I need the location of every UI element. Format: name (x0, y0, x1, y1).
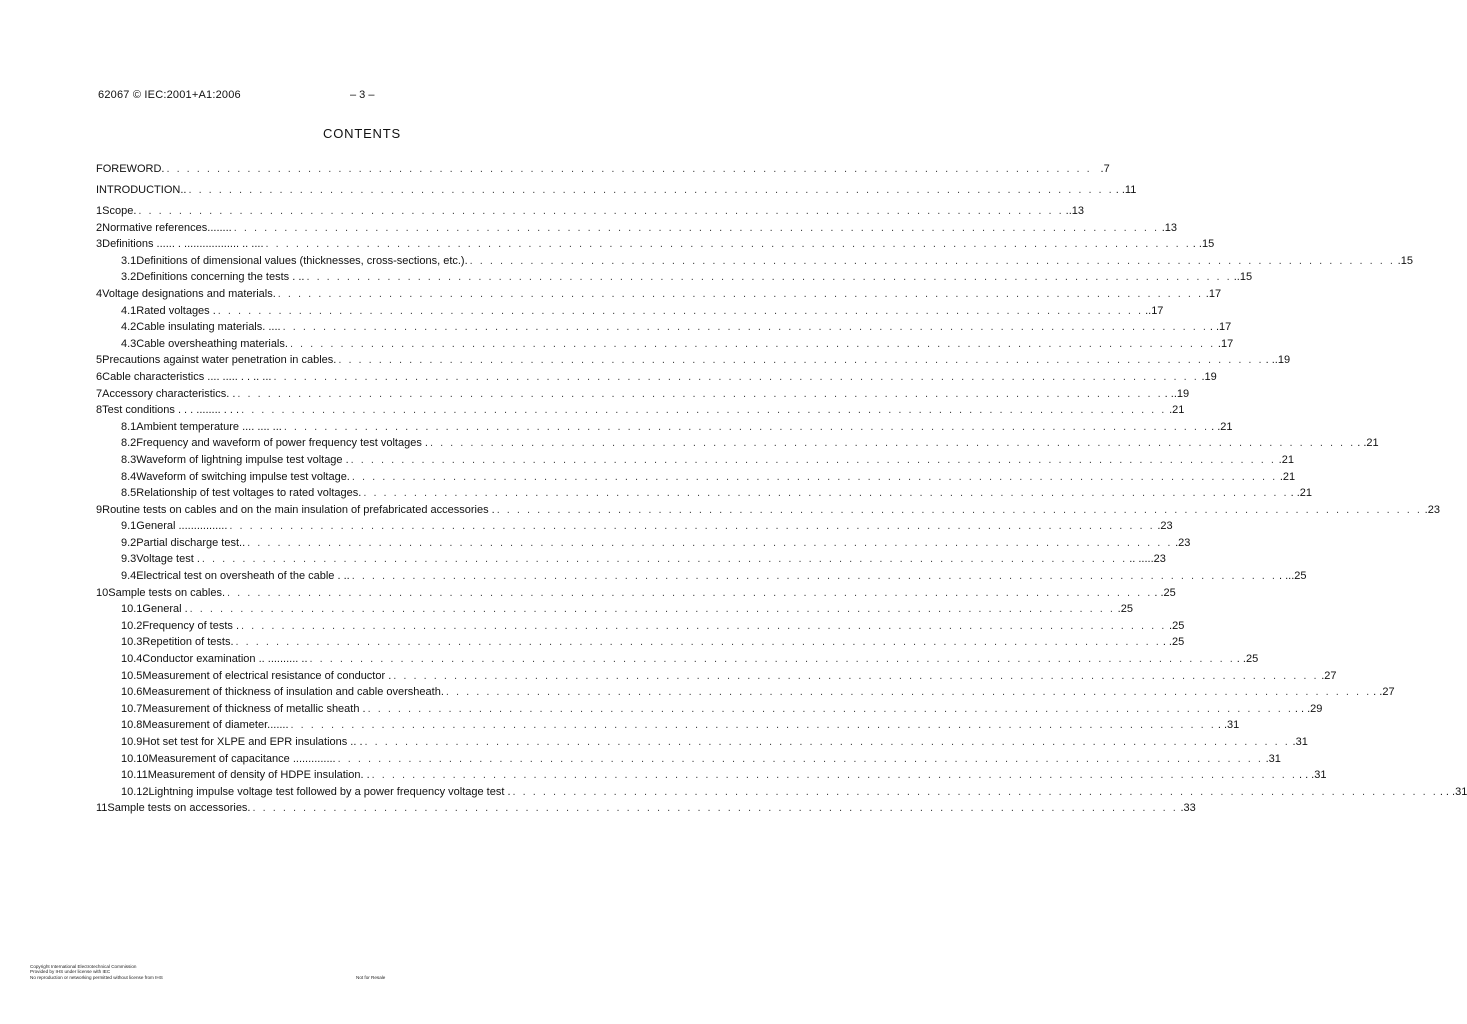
toc-entry (96, 570, 1307, 587)
toc-entry-page: . . .29 (1294, 702, 1323, 715)
toc-entry (96, 271, 1253, 288)
toc-entry-page: ..13 (1065, 205, 1085, 217)
toc-entry-title: Electrical test on oversheath of the cable . .. (136, 570, 350, 583)
toc-entry-number: 9.2 (121, 536, 137, 549)
toc-entry-title: Hot set test for XLPE and EPR insulations .. . (142, 736, 363, 748)
toc-entry-number: 10.7 (121, 702, 143, 715)
toc-leader-dots (365, 736, 1290, 748)
toc-entry-title: Measurement of thickness of metallic sheath . (142, 702, 366, 715)
toc-entry-number: 10.3 (121, 636, 143, 649)
toc-leader-dots (227, 587, 1152, 599)
toc-leader-dots (513, 786, 1438, 798)
toc-leader-dots (241, 404, 1166, 416)
toc-entry-title: General ................ (136, 520, 228, 533)
toc-entry (96, 702, 1323, 720)
toc-entry (96, 769, 1327, 786)
toc-leader-dots (310, 653, 1235, 665)
toc-entry-number: 10.6 (121, 686, 143, 699)
footer-line-3: No reproduction or networking permitted without license from IHS (30, 974, 163, 980)
toc-entry-number: 10.2 (121, 619, 143, 632)
toc-entry-page: .31 (1292, 736, 1308, 748)
toc-entry-number: 10.8 (121, 719, 143, 732)
toc-entry (96, 686, 1395, 703)
toc-leader-dots (138, 205, 1063, 217)
copyright-footer (30, 964, 163, 980)
toc-leader-dots (363, 487, 1288, 499)
toc-leader-dots (234, 222, 1159, 234)
toc-entry-title: Repetition of tests. (142, 636, 234, 649)
toc-entry-title: Voltage test . (136, 553, 200, 566)
toc-entry (96, 321, 1232, 338)
toc-entry-number: 7 (96, 387, 103, 400)
toc-entry-page: . .25 (1154, 586, 1176, 599)
toc-entry-page: .21 (1169, 404, 1185, 417)
toc-entry-page: . .25 (1162, 636, 1185, 649)
toc-entry-number: 10.10 (121, 752, 149, 765)
toc-entry-page: .23 (1175, 536, 1191, 549)
toc-entry-number: 8.2 (121, 437, 137, 450)
toc-entry (96, 669, 1337, 687)
toc-entry-title: Measurement of electrical resistance of conductor . (142, 669, 392, 682)
toc-entry-number: 10 (96, 586, 109, 599)
toc-entry-number: 4.2 (121, 321, 137, 334)
page-number: – 3 – (350, 89, 375, 101)
toc-entry-page: .13 (1161, 221, 1178, 234)
toc-entry-number: 3 (96, 238, 103, 251)
toc-entry-page: .19 (1201, 370, 1217, 383)
toc-entry-number: 8.5 (121, 487, 137, 500)
toc-entry (96, 752, 1281, 770)
toc-entry-page: . .21 (1357, 437, 1379, 450)
toc-entry-number: 4.3 (121, 337, 137, 350)
toc-entry-title: Cable oversheathing materials. (136, 337, 288, 350)
toc-entry-number: 8.3 (121, 453, 137, 466)
toc-leader-dots (306, 271, 1231, 283)
toc-leader-dots (237, 388, 1162, 400)
toc-entry (96, 420, 1233, 438)
toc-entry-number: 2 (96, 221, 103, 234)
toc-entry-number: 10.5 (121, 669, 143, 682)
toc-entry-page: .17 (1205, 287, 1222, 300)
toc-leader-dots (247, 537, 1172, 549)
toc-entry-title: Frequency of tests . (142, 619, 240, 632)
toc-entry-number: 9.1 (121, 520, 137, 533)
toc-leader-dots (352, 471, 1277, 483)
toc-entry-page: . .11 (1115, 184, 1137, 196)
toc-leader-dots (278, 288, 1203, 300)
toc-entry-number: 10.11 (121, 769, 148, 782)
toc-entry-page: .31 (1265, 752, 1281, 765)
toc-entry-title: Cable insulating materials. .... (136, 321, 281, 334)
toc-entry-title: Measurement of thickness of insulation and cable oversheath. (142, 686, 444, 699)
toc-entry-page: .33 (1180, 802, 1196, 815)
toc-entry (96, 184, 1137, 205)
toc-entry-title: Precautions against water penetration in cables. (102, 354, 337, 367)
toc-leader-dots (338, 354, 1263, 366)
toc-entry-number: 10.4 (121, 653, 143, 666)
toc-entry-page: . .31 (1217, 719, 1240, 732)
toc-entry (96, 736, 1308, 753)
toc-entry-number: 8.4 (121, 470, 137, 483)
toc-entry-number: 3.1 (121, 254, 137, 267)
toc-entry-number: 11 (96, 802, 108, 815)
toc-entry-title: Rated voltages . (136, 304, 216, 317)
toc-entry (96, 354, 1291, 371)
toc-entry-number: 10.12 (121, 785, 149, 798)
toc-entry (96, 453, 1294, 471)
toc-entry-title: Measurement of density of HDPE insulation. . (147, 769, 370, 782)
toc-entry-title: Voltage designations and materials. (102, 287, 276, 300)
footer-line-2: Provided by IHS under license with IEC (30, 969, 111, 975)
toc-entry (96, 785, 1467, 803)
toc-entry-title: Partial discharge test.. (136, 536, 246, 549)
toc-entry (96, 404, 1185, 421)
toc-entry (96, 254, 1413, 272)
toc-entry-title: General . (142, 603, 188, 616)
toc-entry-page: .25 (1117, 603, 1133, 616)
toc-entry-title: Measurement of diameter....... (142, 719, 289, 732)
toc-entry-title: INTRODUCTION.. (96, 184, 187, 196)
toc-entry (96, 238, 1215, 255)
toc-entry (96, 163, 1110, 184)
toc-leader-dots (241, 620, 1166, 632)
toc-entry (96, 603, 1133, 620)
toc-entry-page: . .27 (1373, 686, 1395, 699)
toc-entry-number: 1 (96, 205, 103, 217)
toc-entry-title: Scope. (102, 205, 137, 217)
toc-entry-title: Definitions ...... . .................. .. .... (102, 238, 264, 251)
toc-entry (96, 653, 1259, 670)
toc-leader-dots (368, 703, 1293, 715)
toc-entry-number: 9.4 (121, 570, 137, 583)
not-for-resale-notice: Not for Resale (356, 975, 386, 980)
toc-leader-dots (202, 553, 1127, 565)
toc-entry-title: Definitions concerning the tests . .. (136, 271, 305, 284)
toc-entry-page: .21 (1279, 470, 1296, 483)
toc-leader-dots (291, 719, 1216, 731)
toc-entry-page: . .25 (1236, 653, 1259, 666)
toc-entry-page: .25 (1169, 619, 1185, 632)
toc-entry-title: Sample tests on cables. (108, 586, 226, 599)
toc-entry-title: Test conditions . . . ........ . . . (102, 404, 240, 417)
toc-entry (96, 221, 1178, 239)
toc-entry-title: Normative references........ (102, 221, 232, 234)
toc-leader-dots (283, 321, 1208, 333)
toc-entry-title: Cable characteristics .... ..... . . .. ... (102, 370, 272, 383)
toc-leader-dots (290, 338, 1215, 350)
toc-leader-dots (166, 163, 1091, 175)
toc-entry (96, 205, 1085, 222)
toc-leader-dots (253, 802, 1178, 814)
toc-entry (96, 370, 1217, 388)
toc-entry-number: 6 (96, 370, 103, 383)
toc-entry (96, 387, 1190, 405)
toc-entry (96, 437, 1379, 454)
toc-entry-page: . .17 (1209, 321, 1232, 334)
toc-leader-dots (284, 421, 1209, 433)
toc-entry (96, 337, 1234, 355)
toc-entry-title: Waveform of switching impulse test voltage. (136, 470, 350, 483)
toc-entry-title: Accessory characteristics. . (102, 387, 236, 400)
toc-entry-page: . . .31 (1439, 785, 1467, 798)
toc-entry-number: 8.1 (121, 420, 137, 433)
toc-entry-number: 3.2 (121, 271, 137, 284)
toc-entry-title: Frequency and waveform of power frequency test voltages . (136, 437, 428, 450)
toc-entry-title: Routine tests on cables and on the main insulation of prefabricated accessories . (102, 503, 495, 516)
toc-entry (96, 802, 1196, 819)
toc-leader-dots (352, 570, 1277, 582)
toc-entry-page: . ...25 (1278, 570, 1307, 583)
toc-title: CONTENTS (323, 126, 401, 141)
toc-entry (96, 636, 1185, 653)
toc-entry-title: Conductor examination .. .......... .. (142, 653, 308, 666)
toc-entry-page: .17 (1217, 337, 1234, 350)
toc-entry-page: ..15 (1233, 271, 1253, 284)
toc-leader-dots (351, 454, 1276, 466)
toc-entry-number: 9 (96, 503, 103, 516)
toc-entry-page: .. .....23 (1129, 553, 1166, 566)
toc-entry (96, 553, 1166, 570)
toc-entry-title: Ambient temperature .... .... ... (136, 420, 282, 433)
toc-entry (96, 586, 1176, 604)
toc-leader-dots (218, 305, 1143, 317)
toc-entry-number: 9.3 (121, 553, 137, 566)
footer-line-1: Copyright International Electrotechnical Commission (30, 964, 137, 969)
toc-entry (96, 536, 1191, 554)
toc-leader-dots (446, 686, 1371, 698)
toc-entry-page: .23 (1424, 503, 1440, 516)
toc-entry-page: . ..19 (1265, 354, 1291, 367)
toc-entry-page: .15 (1397, 254, 1413, 267)
toc-leader-dots (372, 769, 1297, 781)
toc-entry-title: Waveform of lightning impulse test voltage . (136, 453, 349, 466)
toc-leader-dots (266, 238, 1191, 250)
toc-entry-number: 10.1 (121, 603, 143, 616)
toc-entry-title: Measurement of capacitance .............. (148, 752, 336, 765)
toc-leader-dots (188, 184, 1113, 196)
toc-leader-dots (273, 371, 1198, 383)
toc-entry (96, 619, 1185, 637)
toc-entry (96, 719, 1240, 736)
toc-entry-title: Relationship of test voltages to rated voltages. (136, 487, 362, 500)
toc-entry (96, 304, 1164, 322)
toc-entry-page: . . .31 (1298, 769, 1327, 782)
toc-entry-title: Lightning impulse voltage test followed by a power frequency voltage test . (148, 785, 511, 798)
toc-leader-dots (393, 670, 1318, 682)
toc-entry (96, 487, 1313, 504)
toc-entry-page: .7 (1100, 163, 1110, 175)
toc-entry-page: .23 (1157, 520, 1173, 533)
toc-entry-page: .27 (1321, 669, 1337, 682)
toc-entry-number: 10.9 (121, 736, 143, 748)
toc-entry-page: . .21 (1290, 487, 1313, 500)
document-id: 62067 © IEC:2001+A1:2006 (98, 89, 241, 101)
table-of-contents (96, 163, 1467, 819)
toc-entry-page: .21 (1278, 453, 1294, 466)
toc-leader-dots (229, 520, 1154, 532)
toc-leader-dots (338, 753, 1263, 765)
toc-entry-page: . .15 (1192, 238, 1215, 251)
toc-entry-page: ..17 (1145, 304, 1164, 317)
toc-entry-page: . ..19 (1164, 387, 1190, 400)
toc-entry-title: Sample tests on accessories. (107, 802, 251, 815)
toc-entry-page: . .21 (1211, 420, 1233, 433)
toc-entry-number: 8 (96, 404, 103, 417)
toc-entry-number: 4 (96, 287, 103, 300)
toc-entry-number: 4.1 (121, 304, 137, 317)
toc-entry (96, 470, 1296, 488)
toc-entry-title: FOREWORD. (96, 163, 165, 175)
toc-leader-dots (470, 255, 1395, 267)
toc-entry (96, 287, 1222, 305)
toc-leader-dots (430, 437, 1355, 449)
toc-entry (96, 520, 1173, 537)
toc-entry-title: Definitions of dimensional values (thicknesses, cross-sections, etc.). (136, 254, 468, 267)
toc-entry-number: 5 (96, 354, 103, 367)
toc-leader-dots (190, 603, 1115, 615)
toc-entry (96, 503, 1440, 521)
toc-leader-dots (236, 636, 1161, 648)
toc-leader-dots (497, 504, 1422, 516)
